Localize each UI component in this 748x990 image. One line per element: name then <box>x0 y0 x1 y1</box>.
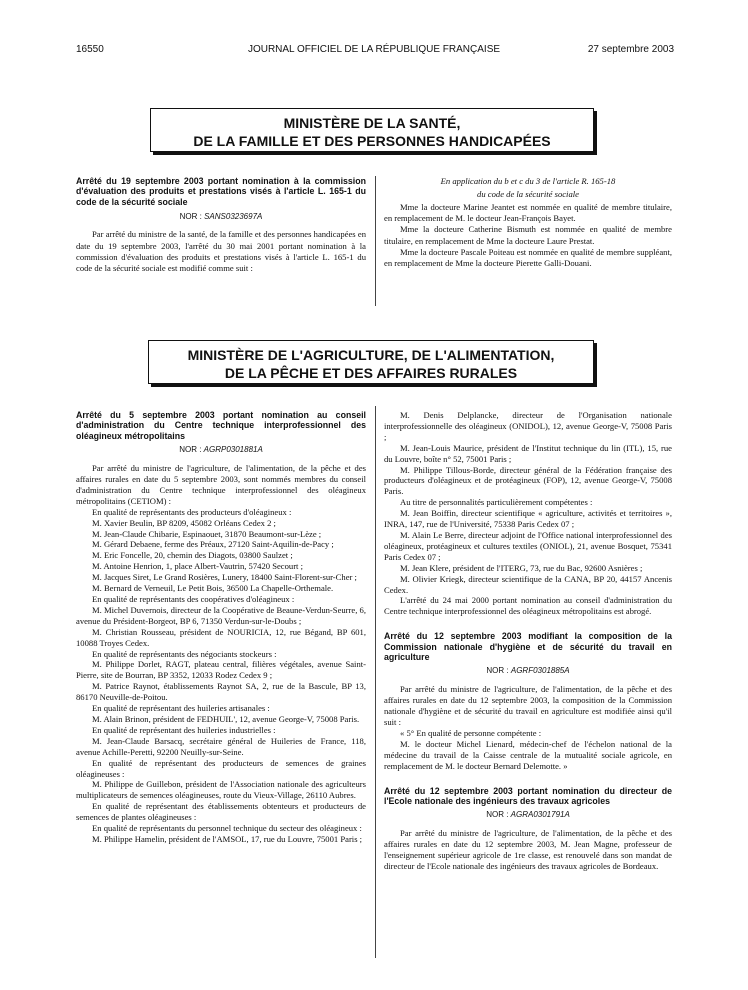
cetiom-member: M. Denis Delplancke, directeur de l'Organisation nationale interprofessionnelle des oléagineux (ONIDOL), 12, avenue George-V, 75008 Paris ; <box>384 410 672 442</box>
nor-code: SANS0323697A <box>204 212 263 222</box>
application-line2: du code de la sécurité sociale <box>477 189 579 199</box>
sante-para: Mme la docteure Pascale Poiteau est nommée en qualité de membre suppléant, en remplacement de Mme la docteure Pierette Galli-Douani. <box>384 246 672 269</box>
nor-reference <box>76 211 366 222</box>
journal-title: JOURNAL OFFICIEL DE LA RÉPUBLIQUE FRANÇAISE <box>247 44 501 55</box>
nor-label: NOR : <box>486 810 509 820</box>
cetiom-member: En qualité de représentant des huileries artisanales : <box>92 703 270 714</box>
arrete-sante-title: Arrêté du 19 septembre 2003 portant nomination à la commission d'évaluation des produits et prestations visés à l'article L. 165-1 du code de la sécurité sociale <box>76 176 366 207</box>
cetiom-member: En qualité de représentants des coopératives d'oléagineux : <box>92 594 295 604</box>
cetiom-member: M. Philippe de Guillebon, président de l'Association nationale des agriculteurs multiplicateurs de semences oléagineuses, route du Vieux-Village, 26110 Aubres. <box>76 779 366 801</box>
cetiom-member: M. Jean-Claude Barsacq, secrétaire général de Huileries de France, 118, avenue Achille-Peretti, 92200 Neuilly-sur-Seine. <box>76 735 366 757</box>
cetiom-member: M. Philippe Hamelin, président de l'AMSOL, 17, rue du Louvre, 75001 Paris ; <box>92 833 363 844</box>
cetiom-member: M. Jacques Siret, Le Grand Rosières, Lunery, 18400 Saint-Florent-sur-Cher ; <box>92 572 357 583</box>
column-divider <box>375 176 376 306</box>
ministry-agri-line1: MINISTÈRE DE L'AGRICULTURE, DE L'ALIMENTATION, <box>187 347 555 363</box>
cnhsta-para: « 5° En qualité de personne compétente : <box>400 727 542 738</box>
cetiom-member: En qualité de représentants du personnel technique du secteur des oléagineux : <box>92 823 362 834</box>
agri-right-column <box>384 410 672 872</box>
cetiom-member: M. Philippe Tillous-Borde, directeur général de la Fédération française des producteurs d'oléagineux et de protéagineux (FOP), 12, avenue George-V, 75008 Paris. <box>384 464 672 497</box>
page-number: 16550 <box>76 44 104 55</box>
cetiom-member: M. Alain Le Berre, directeur adjoint de l'Office national interprofessionnel des oléagineux, protéagineux et cultures textiles (ONIOL), 21, avenue Bosquet, 75341 Paris Cedex 07 ; <box>384 529 672 562</box>
arrete-enita-title: Arrêté du 12 septembre 2003 portant nomination du directeur de l'Ecole nationale des ingénieurs des travaux agricoles <box>384 785 672 806</box>
enita-intro: Par arrêté du ministre de l'agriculture, de l'alimentation, de la pêche et des affaires rurales en date du 12 septembre 2003, M. Jean Magne, professeur de l'enseignement supérieur agricole de 1re classe, est renouvelé dans son mandat de directeur de l'Ecole nationale des ingénieurs des travaux agricoles de Bordeaux. <box>384 828 672 872</box>
cetiom-member: M. Jean Klere, président de l'ITERG, 73, rue du Bac, 92600 Asnières ; <box>400 562 643 573</box>
nor-code: AGRA0301791A <box>510 810 570 820</box>
ministry-agri-heading <box>148 340 594 384</box>
cetiom-member: M. Antoine Henrion, 1, place Albert-Vautrin, 57420 Secourt ; <box>92 561 303 572</box>
cetiom-member: M. Olivier Kriegk, directeur scientifique de la CANA, BP 20, 44157 Ancenis Cedex. <box>384 573 672 595</box>
ministry-agri-line2: DE LA PÊCHE ET DES AFFAIRES RURALES <box>224 365 518 381</box>
cetiom-member: Au titre de personnalités particulièrement compétentes : <box>400 497 593 508</box>
sante-right-column <box>384 176 672 269</box>
cetiom-intro: Par arrêté du ministre de l'agriculture, de l'alimentation, de la pêche et des affaires rurales en date du 5 septembre 2003, sont nommés membres du conseil d'administration du Centre technique interprofessionnel des oléagineux métropolitains (CETIOM) : <box>76 463 366 506</box>
cnhsta-para: M. le docteur Michel Lienard, médecin-chef de l'échelon national de la médecine du travail de la Caisse centrale de la mutualité sociale agricole, en remplacement de M. le docteur Bernard Delemotte. » <box>384 738 672 771</box>
cetiom-member: M. Jean-Claude Chibarie, Espinaouet, 31870 Beaumont-sur-Lèze ; <box>92 528 322 539</box>
cetiom-member: M. Philippe Dorlet, RAGT, plateau central, filières végétales, avenue Saint-Pierre, site de Bourran, BP 3352, 12033 Rodez Cedex 9 ; <box>76 659 366 681</box>
issue-date: 27 septembre 2003 <box>587 44 674 55</box>
cetiom-member: M. Xavier Beulin, BP 8209, 45082 Orléans Cedex 2 ; <box>92 517 276 528</box>
ministry-sante-line1: MINISTÈRE DE LA SANTÉ, <box>283 115 461 131</box>
cetiom-member: M. Jean-Louis Maurice, président de l'Institut technique du lin (ITL), 15, rue du Louvre, boîte n° 52, 75001 Paris ; <box>384 442 672 464</box>
sante-intro: Par arrêté du ministre de la santé, de la famille et des personnes handicapées en date du 19 septembre 2003, l'arrêté du 30 mai 2001 portant nomination à la commission d'évaluation des produits et prestations visés à l'article L. 165-1 du code de la sécurité sociale est modifié comme suit : <box>76 229 366 274</box>
nor-reference <box>384 810 672 821</box>
nor-code: AGRP0301881A <box>203 445 263 455</box>
cetiom-member: M. Christian Rousseau, président de NOURICIA, 12, rue Bégand, BP 601, 10088 Troyes Cedex. <box>76 626 366 648</box>
nor-code: AGRF0301885A <box>510 666 570 676</box>
cetiom-member: M. Alain Brinon, président de FEDHUIL', 12, avenue George-V, 75008 Paris. <box>92 713 360 724</box>
arrete-cnhsta-title: Arrêté du 12 septembre 2003 modifiant la composition de la Commission nationale d'hygiène et de sécurité du travail en agriculture <box>384 631 672 663</box>
cnhsta-para: Par arrêté du ministre de l'agriculture, de l'alimentation, de la pêche et des affaires rurales en date du 12 septembre 2003, la composition de la Commission nationale d'hygiène et de sécurité du travail en agriculture est modifiée ainsi qu'il suit : <box>384 684 672 728</box>
sante-para: Mme la docteure Marine Jeantet est nommée en qualité de membre titulaire, en remplacement de M. le docteur Jean-François Bayet. <box>384 202 672 224</box>
nor-reference <box>384 666 672 677</box>
arrete-cetiom-title: Arrêté du 5 septembre 2003 portant nomination au conseil d'administration du Centre technique interprofessionnel des oléagineux métropolitains <box>76 410 366 441</box>
cetiom-member: M. Patrice Raynot, établissements Raynot SA, 2, rue de la Bascule, BP 13, 86170 Neuville-de-Poitou. <box>76 681 366 703</box>
cetiom-member: M. Eric Foncelle, 20, chemin des Diagots, 03800 Saulzet ; <box>92 550 293 561</box>
agri-left-column <box>76 410 366 845</box>
nor-label: NOR : <box>179 212 202 222</box>
ministry-sante-heading <box>150 108 594 152</box>
column-divider <box>375 406 376 958</box>
cetiom-member: M. Gérard Debaene, ferme des Préaux, 27120 Saint-Aquilin-de-Pacy ; <box>92 539 334 550</box>
cetiom-member: En qualité de représentants des producteurs d'oléagineux : <box>92 506 292 517</box>
nor-label: NOR : <box>179 445 202 455</box>
cetiom-abrogation: L'arrêté du 24 mai 2000 portant nomination au conseil d'administration du Centre technique interprofessionnel des oléagineux métropolitains est abrogé. <box>384 595 672 617</box>
cetiom-member: M. Jean Boiffin, directeur scientifique « agriculture, activités et territoires », INRA, 147, rue de l'Université, 75338 Paris Cedex 07 ; <box>384 508 672 530</box>
cetiom-member: En qualité de représentant des établissements obtenteurs et producteurs de semences de plantes oléagineuses : <box>76 801 366 823</box>
cetiom-member: En qualité de représentants des négociants stockeurs : <box>92 648 277 659</box>
nor-reference <box>76 445 366 456</box>
nor-label: NOR : <box>486 666 509 676</box>
cetiom-member: En qualité de représentant des huileries industrielles : <box>92 724 276 735</box>
cetiom-member: M. Michel Duvernois, directeur de la Coopérative de Beaune-Verdun-Seurre, 6, avenue du Président-Borgeot, BP 6, 71350 Verdun-sur-le-Doubs ; <box>76 604 366 626</box>
application-line1: En application du b et c du 3 de l'article R. 165-18 <box>440 176 616 186</box>
ministry-sante-line2: DE LA FAMILLE ET DES PERSONNES HANDICAPÉES <box>193 133 551 149</box>
sante-para: Mme la docteure Catherine Bismuth est nommée en qualité de membre titulaire, en remplacement de Mme la docteure Laure Prestat. <box>384 224 672 246</box>
sante-left-column <box>76 176 366 274</box>
cetiom-member: M. Bernard de Verneuil, Le Petit Bois, 36500 La Chapelle-Orthemale. <box>92 583 334 594</box>
cetiom-member: En qualité de représentant des producteurs de semences de graines oléagineuses : <box>76 757 366 779</box>
